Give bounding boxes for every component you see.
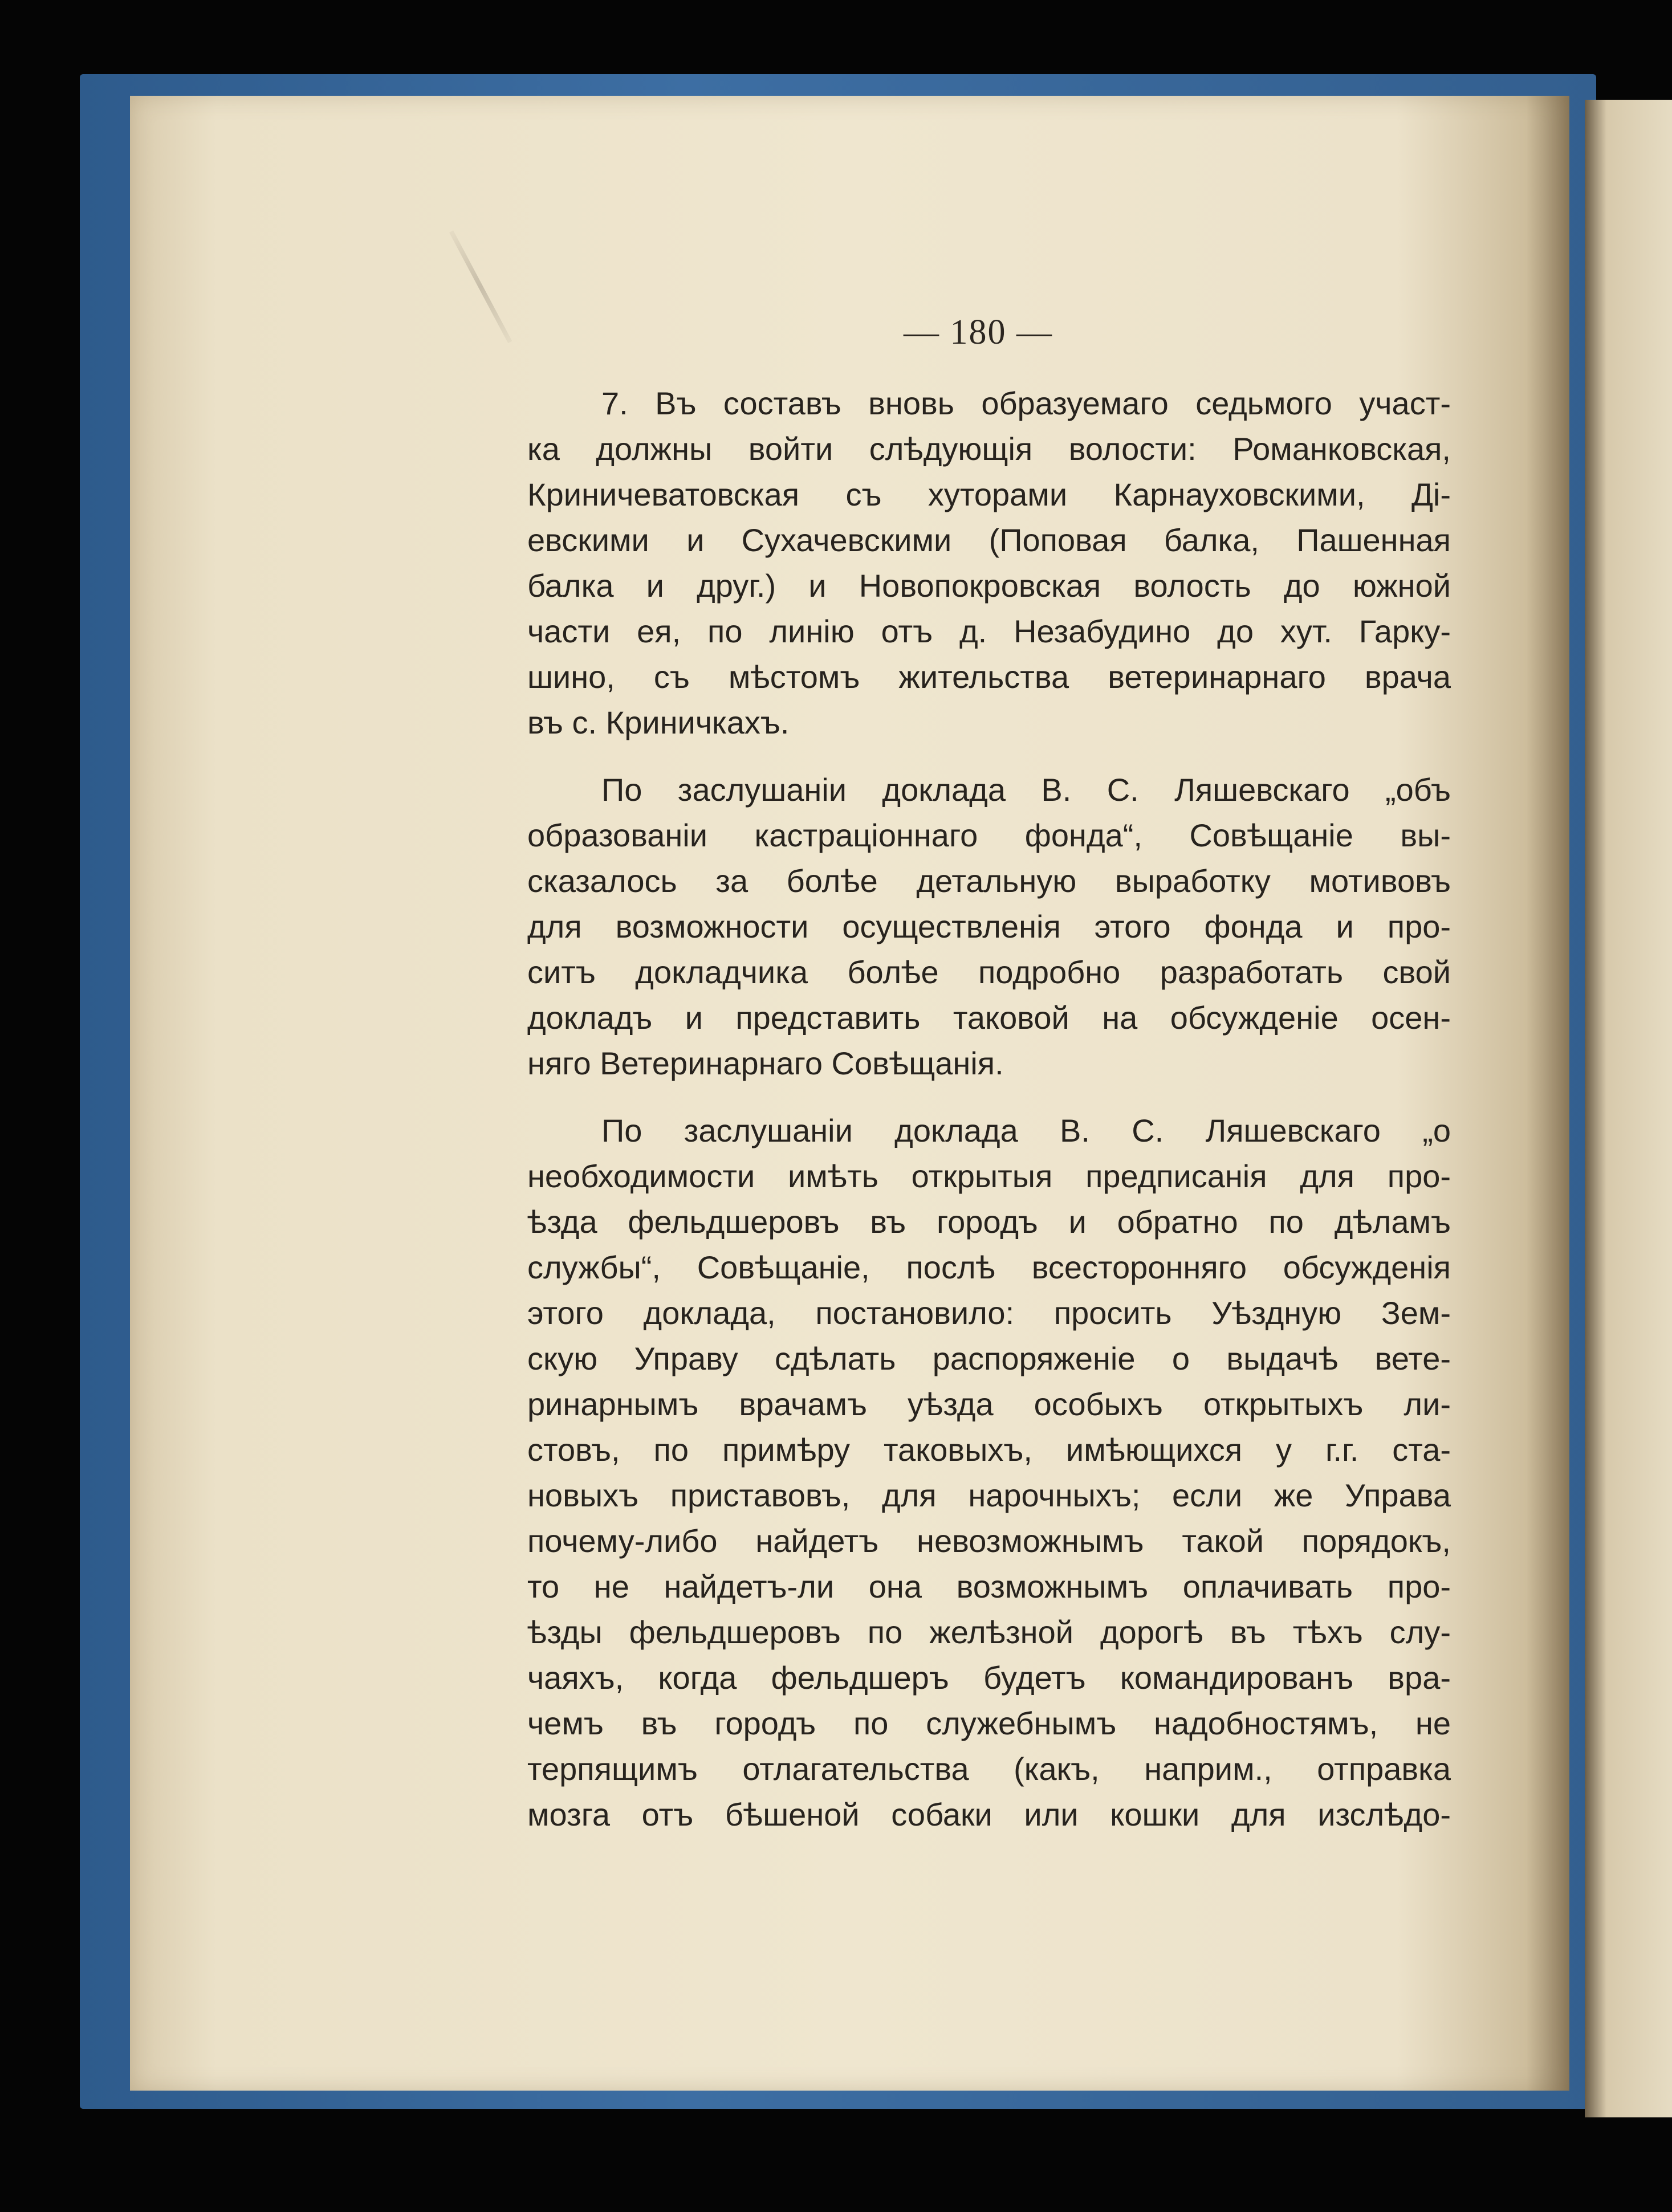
text-line: чаяхъ, когда фельдшеръ будетъ командированъ вра- xyxy=(527,1660,1451,1696)
text-line: шино, съ мѣстомъ жительства ветеринарнаго врача xyxy=(527,659,1451,695)
text-line: 7. Въ составъ вновь образуемаго седьмого участ- xyxy=(601,385,1451,421)
text-line: то не найдетъ-ли она возможнымъ оплачивать про- xyxy=(527,1569,1451,1604)
paragraph-3 xyxy=(527,1108,1451,1838)
text-line: ка должны войти слѣдующія волости: Романковская, xyxy=(527,431,1451,467)
text-line: ринарнымъ врачамъ уѣзда особыхъ открытыхъ ли- xyxy=(527,1386,1451,1422)
text-block xyxy=(527,381,1451,1859)
text-line: части ея, по линію отъ д. Незабудино до хут. Гарку- xyxy=(527,613,1451,649)
text-line: новыхъ приставовъ, для нарочныхъ; если же Управа xyxy=(527,1477,1451,1513)
text-line: сказалось за болѣе детальную выработку мотивовъ xyxy=(527,863,1451,899)
text-line: балка и друг.) и Новопокровская волость до южной xyxy=(527,568,1451,604)
text-line: По заслушаніи доклада В. С. Ляшевскаго „объ xyxy=(601,772,1451,808)
text-line: мозга отъ бѣшеной собаки или кошки для изслѣдо- xyxy=(527,1797,1451,1832)
text-line: терпящимъ отлагательства (какъ, наприм., отправка xyxy=(527,1751,1451,1787)
text-line: стовъ, по примѣру таковыхъ, имѣющихся у г.г. ста- xyxy=(527,1432,1451,1468)
text-line: этого доклада, постановило: просить Уѣздную Зем- xyxy=(527,1295,1451,1331)
text-line: для возможности осуществленія этого фонда и про- xyxy=(527,909,1451,944)
text-line: въ с. Криничкахъ. xyxy=(527,704,790,740)
text-line: необходимости имѣть открытыя предписанія для про- xyxy=(527,1158,1451,1194)
page-crease-mark xyxy=(449,230,512,343)
paragraph-1 xyxy=(527,381,1451,746)
text-line: ѣзда фельдшеровъ въ городъ и обратно по дѣламъ xyxy=(527,1204,1451,1240)
text-line: няго Ветеринарнаго Совѣщанія. xyxy=(527,1045,1004,1081)
text-line: ѣзды фельдшеровъ по желѣзной дорогѣ въ тѣхъ слу- xyxy=(527,1614,1451,1650)
text-line: почему-либо найдетъ невозможнымъ такой порядокъ, xyxy=(527,1523,1451,1559)
text-line: образованіи кастраціоннаго фонда“, Совѣщаніе вы- xyxy=(527,817,1451,853)
text-line: скую Управу сдѣлать распоряженіе о выдачѣ вете- xyxy=(527,1341,1451,1376)
text-line: евскими и Сухачевскими (Поповая балка, Пашенная xyxy=(527,522,1451,558)
text-line: чемъ въ городъ по служебнымъ надобностямъ, не xyxy=(527,1705,1451,1741)
facing-page-edge xyxy=(1585,100,1672,2117)
paragraph-2 xyxy=(527,767,1451,1086)
text-line: Криничеватовская съ хуторами Карнауховскими, Ді- xyxy=(527,476,1451,512)
text-line: службы“, Совѣщаніе, послѣ всесторонняго обсужденія xyxy=(527,1249,1451,1285)
text-line: ситъ докладчика болѣе подробно разработать свой xyxy=(527,954,1451,990)
text-line: докладъ и представить таковой на обсужденіе осен- xyxy=(527,1000,1451,1036)
text-line: По заслушаніи доклада В. С. Ляшевскаго „о xyxy=(601,1113,1451,1148)
page-number: — 180 — xyxy=(904,313,1053,352)
